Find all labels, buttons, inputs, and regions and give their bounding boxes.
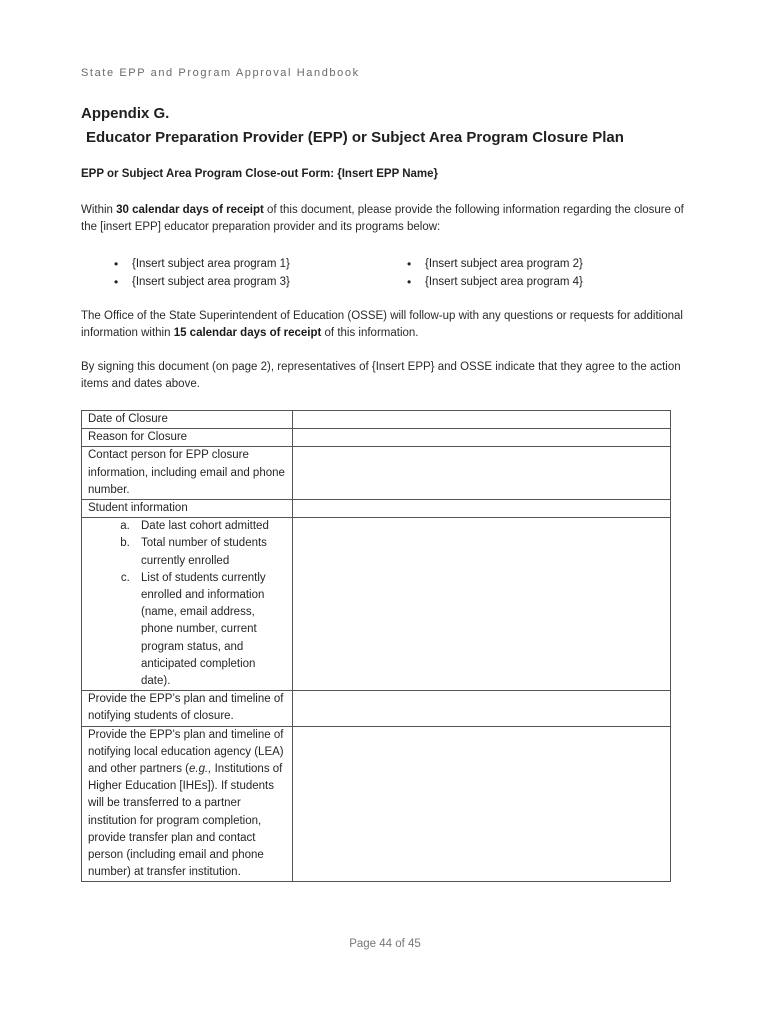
row-label-contact: Contact person for EPP closure information, including email and phone number. xyxy=(82,447,293,500)
appendix-title: Educator Preparation Provider (EPP) or Subject Area Program Closure Plan xyxy=(86,129,624,146)
table-row xyxy=(82,691,671,726)
student-info-field[interactable] xyxy=(293,500,671,518)
row-label-notify-lea xyxy=(82,726,293,882)
program-list-right xyxy=(403,255,583,291)
contact-field[interactable] xyxy=(293,447,671,500)
student-details-field[interactable] xyxy=(293,518,671,691)
row-label-notify-students: Provide the EPP’s plan and timeline of notifying students of closure. xyxy=(82,691,293,726)
list-item: b. Total number of students currently enrolled xyxy=(133,535,286,569)
table-row xyxy=(82,429,671,447)
program-item: • {Insert subject area program 2} xyxy=(403,255,583,273)
table-row xyxy=(82,447,671,500)
followup-paragraph xyxy=(81,308,691,342)
notify-lea-eg: e.g., xyxy=(189,763,212,776)
date-of-closure-field[interactable] xyxy=(293,411,671,429)
program-item: • {Insert subject area program 1} xyxy=(110,255,290,273)
notify-lea-text-after: Institutions of Higher Education [IHEs]). If students will be transferred to a partner institution for program completion, provide transfer plan and contact person (including email and phone number) at transfer institution. xyxy=(88,763,283,879)
notify-students-field[interactable] xyxy=(293,691,671,726)
student-info-items xyxy=(82,518,293,691)
closure-form-table xyxy=(81,410,671,882)
followup-deadline: 15 calendar days of receipt xyxy=(173,327,322,339)
row-label-date-of-closure: Date of Closure xyxy=(82,411,293,429)
table-row xyxy=(82,726,671,882)
signing-paragraph: By signing this document (on page 2), representatives of {Insert EPP} and OSSE indicate that they agree to the action items and dates above. xyxy=(81,361,681,390)
program-item: • {Insert subject area program 3} xyxy=(110,273,290,291)
program-item: • {Insert subject area program 4} xyxy=(403,273,583,291)
table-row xyxy=(82,500,671,518)
table-row xyxy=(82,518,671,691)
followup-text-before: The Office of the State Superintendent of Education (OSSE) will follow-up with any questions or requests for additional information within xyxy=(81,310,683,339)
appendix-label: Appendix G. xyxy=(81,105,170,122)
intro-deadline: 30 calendar days of receipt xyxy=(116,204,264,216)
student-info-list xyxy=(88,518,286,690)
list-item: c. List of students currently enrolled and information (name, email address, phone number, current program status, and anticipated completion date). xyxy=(133,570,286,690)
form-title: EPP or Subject Area Program Close-out Form: {Insert EPP Name} xyxy=(81,168,439,180)
intro-text-after: of this document, please provide the following information regarding the closure of the [insert EPP] educator preparation provider and its programs below: xyxy=(81,204,684,233)
intro-paragraph xyxy=(81,202,691,236)
notify-lea-field[interactable] xyxy=(293,726,671,882)
page-number: Page 44 of 45 xyxy=(349,938,421,950)
row-label-student-info: Student information xyxy=(82,500,293,518)
list-item: a. Date last cohort admitted xyxy=(133,518,286,535)
reason-field[interactable] xyxy=(293,429,671,447)
notify-lea-text-before: Provide the EPP’s plan and timeline of notifying local education agency (LEA) and other partners ( xyxy=(88,728,284,776)
running-header: State EPP and Program Approval Handbook xyxy=(81,67,360,79)
followup-text-after: of this information. xyxy=(321,327,419,339)
intro-text-before: Within xyxy=(81,204,117,216)
program-list-left xyxy=(110,255,290,291)
table-row xyxy=(82,411,671,429)
row-label-reason: Reason for Closure xyxy=(82,429,293,447)
